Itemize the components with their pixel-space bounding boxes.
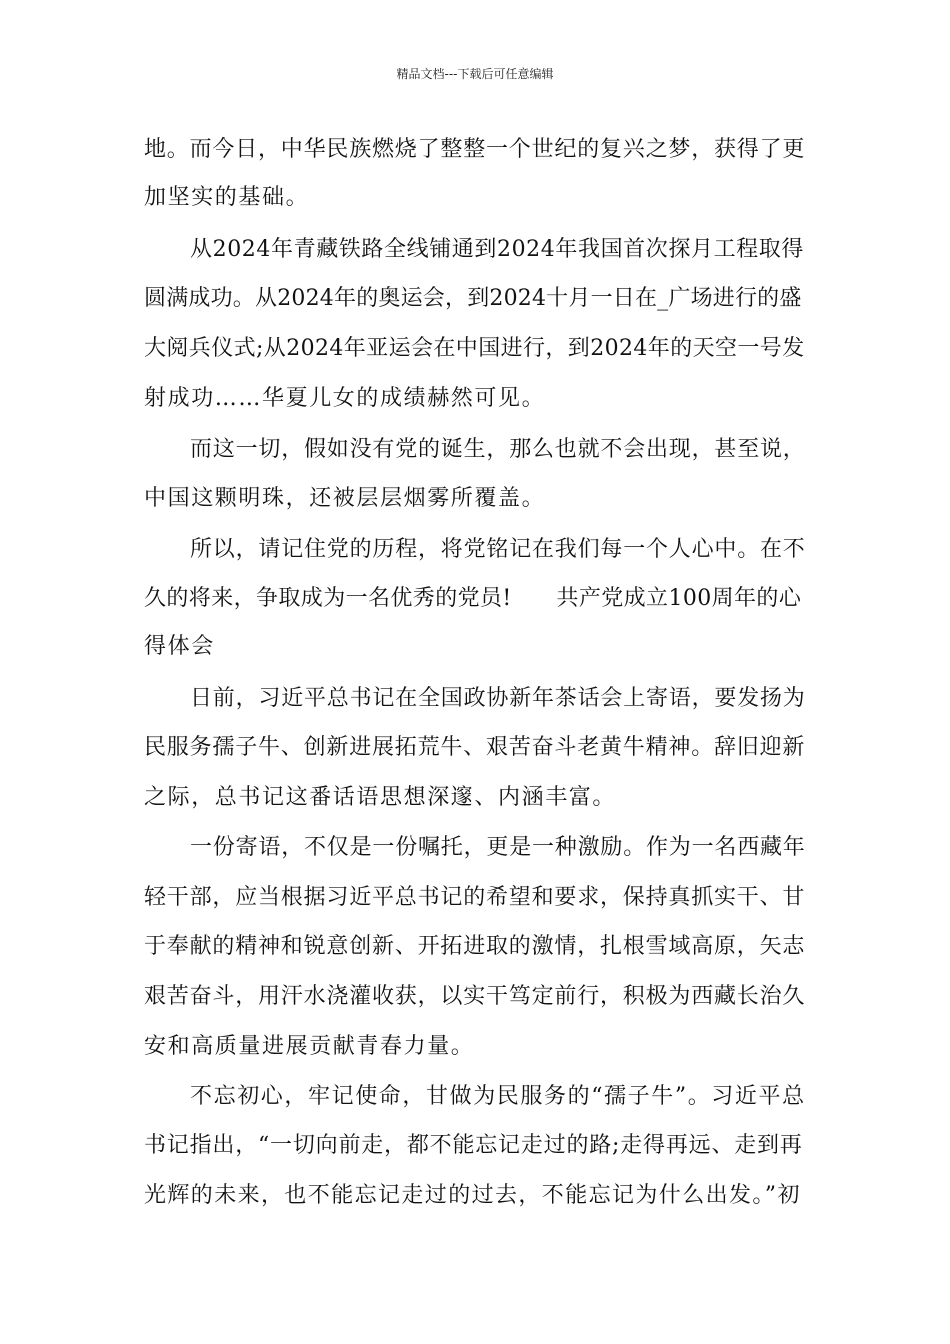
text-line: 艰苦奋斗，用汗水浇灌收获，以实干笃定前行，积极为西藏长治久 [144,984,806,1009]
paragraph-first-line: 而这一切，假如没有党的诞生，那么也就不会出现，甚至说， [190,437,806,462]
text-line: 久的将来，争取成为一名优秀的党员! 共产党成立100周年的心 [144,586,802,611]
text-line: 得体会 [144,634,215,659]
paragraph-first-line: 日前，习近平总书记在全国政协新年茶话会上寄语，要发扬为 [190,686,806,711]
text-line: 地。而今日，中华民族燃烧了整整一个世纪的复兴之梦，获得了更 [144,137,806,162]
text-line: 圆满成功。从2024年的奥运会，到2024十月一日在_广场进行的盛 [144,286,802,311]
text-line: 书记指出，“一切向前走，都不能忘记走过的路;走得再远、走到再 [144,1133,803,1158]
text-line: 中国这颗明珠，还被层层烟雾所覆盖。 [144,486,546,511]
text-line: 加坚实的基础。 [144,185,310,210]
page-header: 精品文档---下载后可任意编辑 [396,67,554,81]
paragraph-first-line: 所以，请记住党的历程，将党铭记在我们每一个人心中。在不 [190,537,806,562]
text-line: 射成功……华夏儿女的成绩赫然可见。 [144,386,546,411]
text-line: 之际，总书记这番话语思想深邃、内涵丰富。 [144,785,617,810]
text-line: 光辉的未来，也不能忘记走过的过去，不能忘记为什么出发。”初 [144,1183,801,1208]
text-line: 于奉献的精神和锐意创新、开拓进取的激情，扎根雪域高原，矢志 [144,934,806,959]
text-line: 安和高质量进展贡献青春力量。 [144,1034,475,1059]
paragraph-first-line: 一份寄语，不仅是一份嘱托，更是一种激励。作为一名西藏年 [190,835,806,860]
paragraph-first-line: 不忘初心，牢记使命，甘做为民服务的“孺子牛”。习近平总 [190,1084,806,1109]
text-line: 大阅兵仪式;从2024年亚运会在中国进行，到2024年的天空一号发 [144,336,805,361]
text-line: 民服务孺子牛、创新进展拓荒牛、艰苦奋斗老黄牛精神。辞旧迎新 [144,735,806,760]
paragraph-first-line: 从2024年青藏铁路全线铺通到2024年我国首次探月工程取得 [190,237,804,262]
text-line: 轻干部，应当根据习近平总书记的希望和要求，保持真抓实干、甘 [144,885,806,910]
